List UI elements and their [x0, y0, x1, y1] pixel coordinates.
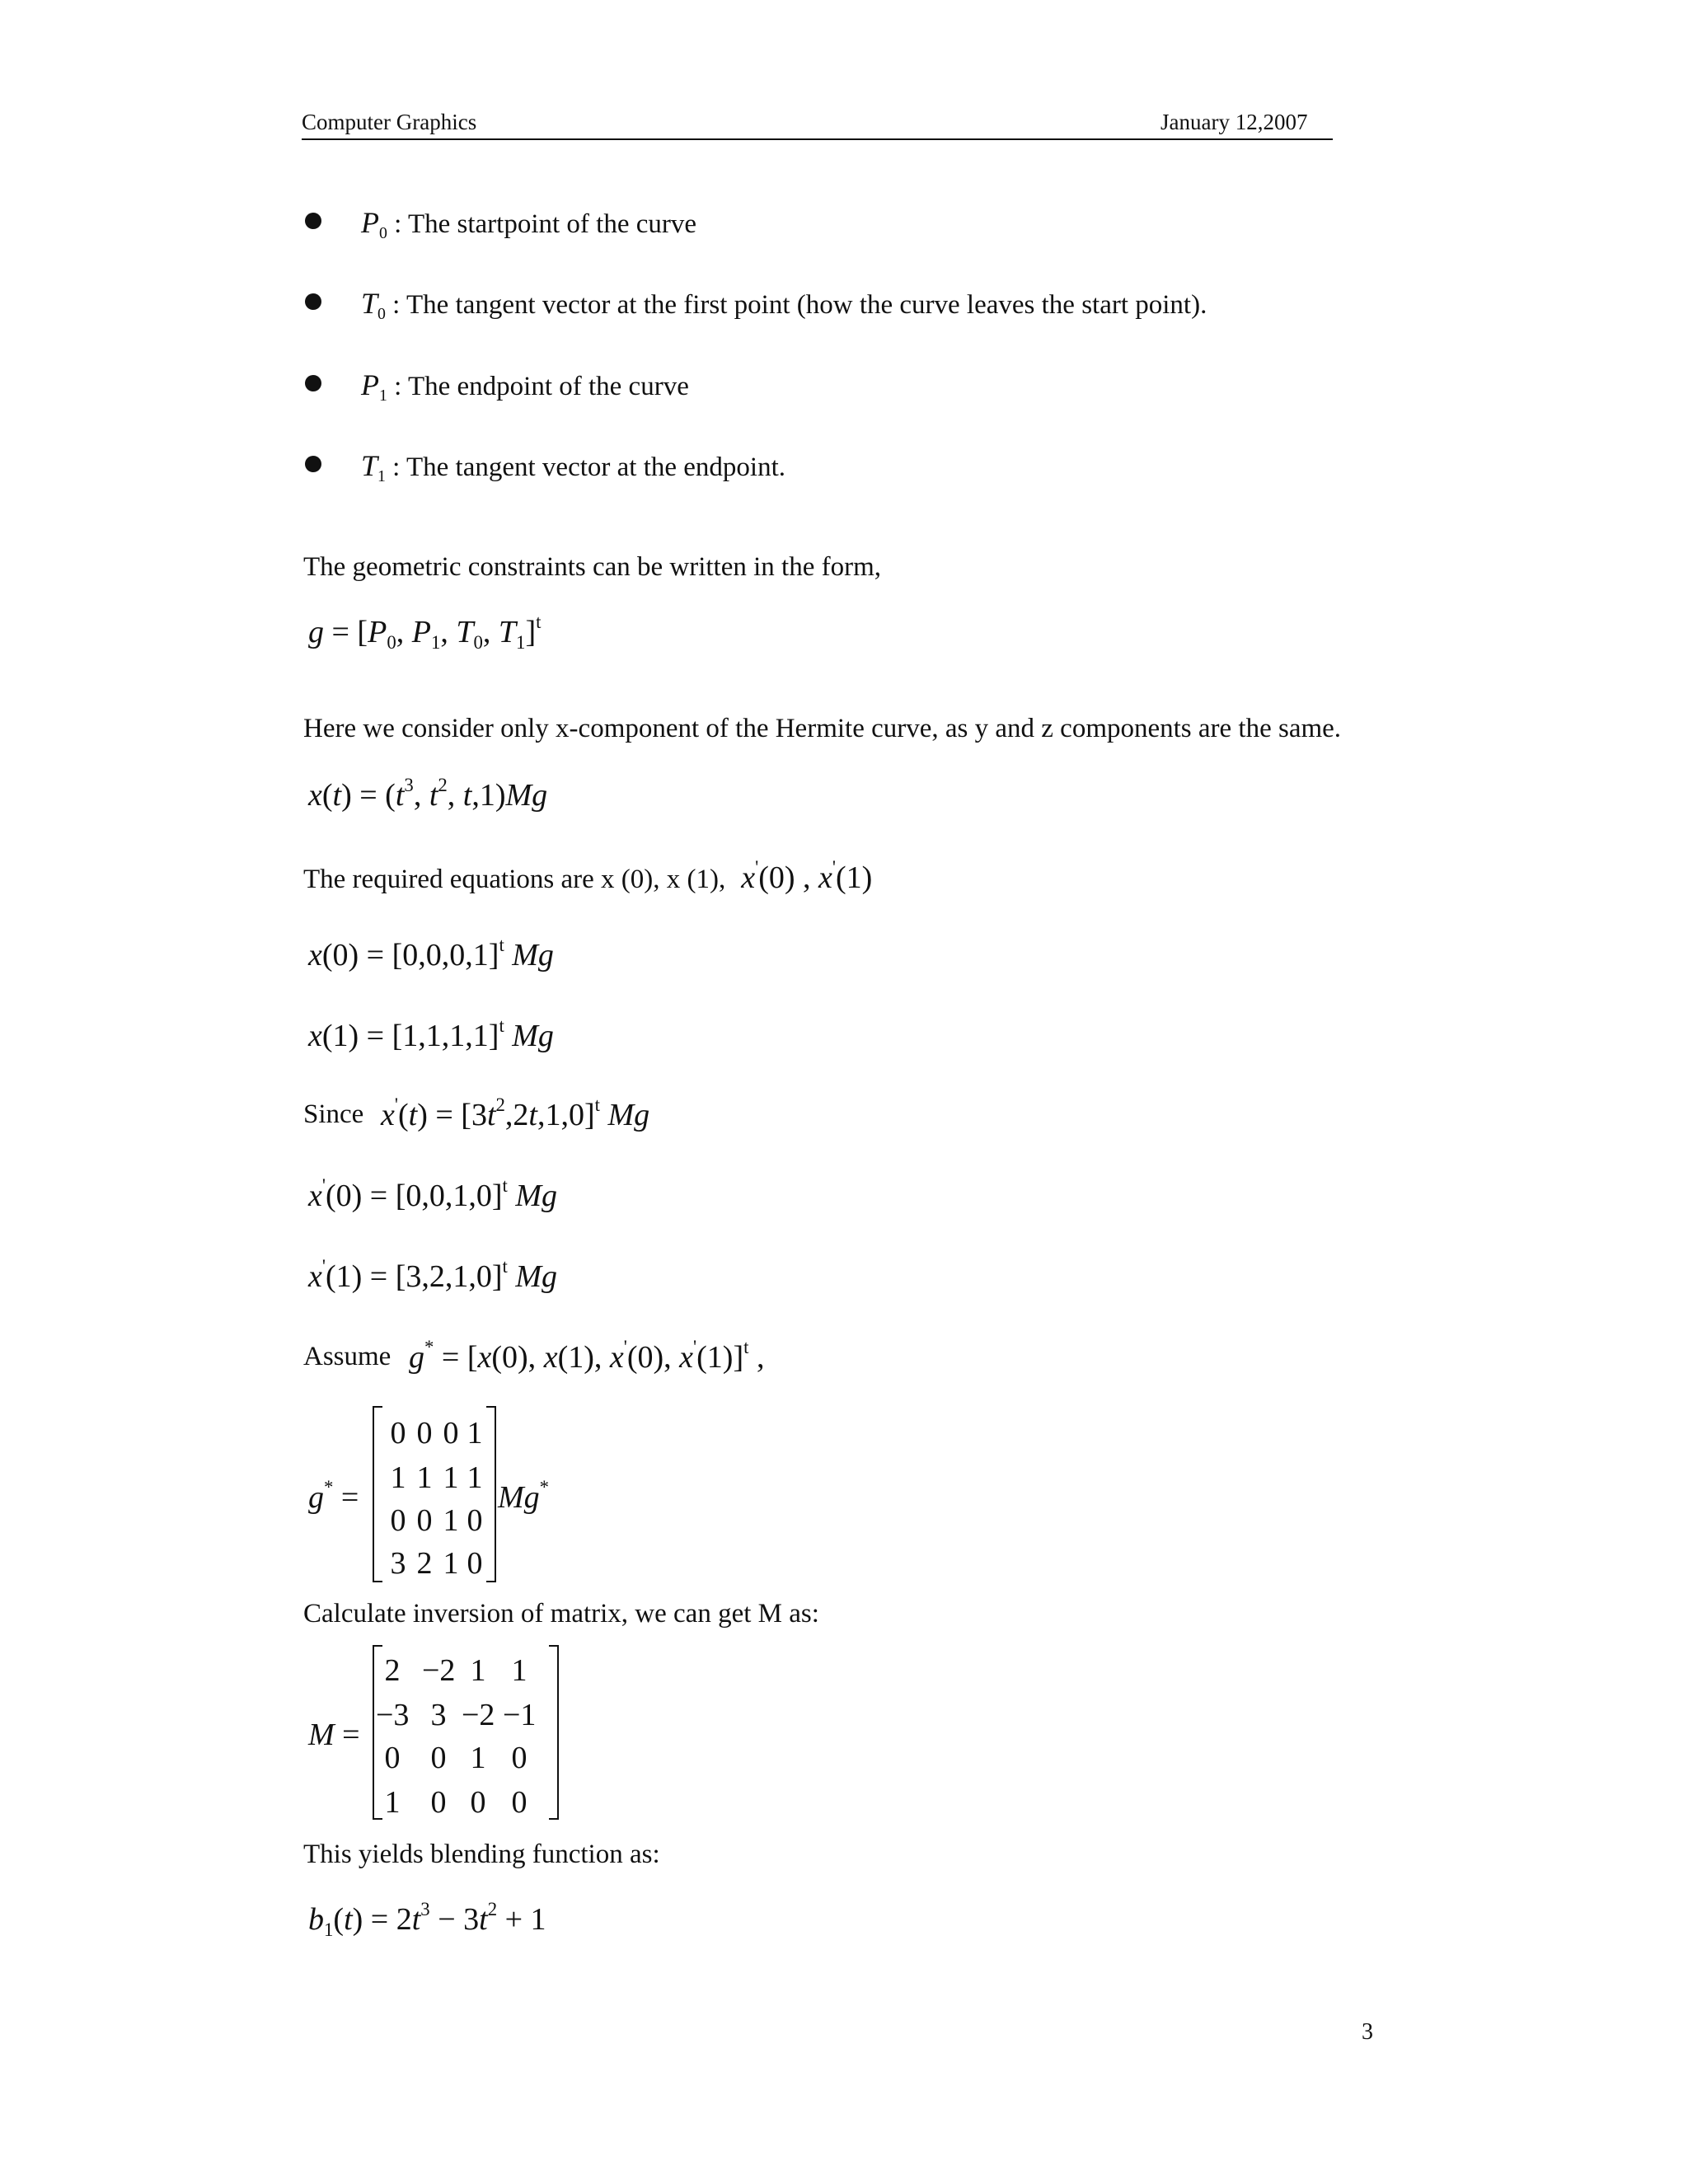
- equation-x0: $x(0) = [0,0,0,1]^t$ Mg: [308, 935, 554, 973]
- matrix-cell: 1: [470, 1653, 486, 1688]
- matrix-cell: 0: [467, 1503, 483, 1538]
- bullet-dot: [305, 456, 321, 472]
- matrix-cell: 0: [430, 1741, 447, 1775]
- matrix-cell: 0: [384, 1741, 401, 1775]
- matrix-cell: 1: [470, 1741, 486, 1775]
- bullet-dot: [305, 375, 321, 391]
- equation-gstar: g* = [x(0), x(1), x'(0), x'(1)]$^t$ ,: [409, 1337, 765, 1376]
- matrix-cell: −2: [462, 1698, 495, 1732]
- matrix-cell: 2: [416, 1546, 433, 1581]
- matrix-cell: 1: [443, 1546, 459, 1581]
- list-item: $P_0$ : The startpoint of the curve: [361, 206, 697, 242]
- list-item: $T_1$ : The tangent vector at the endpoint.: [361, 449, 785, 485]
- matrix-cell: 1: [384, 1785, 401, 1820]
- matrix-cell: 1: [443, 1503, 459, 1538]
- matrix-cell: 0: [390, 1503, 406, 1538]
- matrix-cell: 1: [467, 1416, 483, 1451]
- bracket-right: [549, 1645, 559, 1820]
- paragraph: This yields blending function as:: [303, 1840, 660, 1869]
- matrix-cell: 0: [511, 1741, 528, 1775]
- header-rule: [302, 138, 1333, 140]
- bullet-dot: [305, 213, 321, 229]
- matrix-g: [373, 1406, 496, 1582]
- equation-b1: $b_1(t) = 2t^3 - 3t^2 + 1$: [308, 1899, 546, 1941]
- matrix-cell: 2: [384, 1653, 401, 1688]
- equation-gstar-lhs: g* =: [308, 1477, 359, 1516]
- paragraph: The required equations are x (0), x (1), x'(0) , x'(1): [303, 857, 873, 896]
- page-number: 3: [1362, 2019, 1373, 2045]
- matrix-cell: 3: [430, 1698, 447, 1732]
- matrix-cell: 3: [390, 1546, 406, 1581]
- equation-m-lhs: M =: [308, 1718, 360, 1752]
- list-item: $T_0$ : The tangent vector at the first point (how the curve leaves the start point).: [361, 287, 1207, 323]
- equation-xprime-t: $x'(t) = [3t^2,2t,1,0]^t$ Mg: [381, 1094, 650, 1133]
- header-title: Computer Graphics: [302, 110, 477, 134]
- matrix-cell: 0: [511, 1785, 528, 1820]
- matrix-cell: 1: [511, 1653, 528, 1688]
- matrix-cell: 0: [416, 1416, 433, 1451]
- since-label: Since: [303, 1099, 364, 1129]
- matrix-cell: 0: [416, 1503, 433, 1538]
- matrix-cell: −3: [376, 1698, 410, 1732]
- equation-gstar-rhs: Mg*: [498, 1477, 550, 1516]
- paragraph: Calculate inversion of matrix, we can get M as:: [303, 1599, 819, 1629]
- matrix-cell: −2: [422, 1653, 456, 1688]
- equation-x1: $x(1) = [1,1,1,1]^t$ Mg: [308, 1015, 554, 1054]
- matrix-cell: 0: [430, 1785, 447, 1820]
- matrix-cell: −1: [503, 1698, 537, 1732]
- matrix-cell: 1: [390, 1460, 406, 1495]
- assume-label: Assume: [303, 1342, 392, 1371]
- matrix-cell: 0: [470, 1785, 486, 1820]
- list-item: $P_1$ : The endpoint of the curve: [361, 368, 689, 405]
- matrix-cell: 1: [467, 1460, 483, 1495]
- matrix-cell: 0: [443, 1416, 459, 1451]
- matrix-cell: 1: [416, 1460, 433, 1495]
- matrix-cell: 1: [443, 1460, 459, 1495]
- equation-xprime-1: $x'(1) = [3,2,1,0]^t$ Mg: [308, 1256, 558, 1295]
- matrix-cell: 0: [467, 1546, 483, 1581]
- equation-xt: $x(t) = (t^3$, $t^2$, t,1)Mg: [308, 775, 548, 813]
- equation-g: $g = [P_0$, $P_1$, $T_0$, $T_1]^t$: [308, 612, 542, 654]
- matrix-m: [373, 1645, 559, 1820]
- paragraph: The geometric constraints can be written in the form,: [303, 552, 882, 582]
- equation-xprime-0: $x'(0) = [0,0,1,0]^t$ Mg: [308, 1175, 558, 1214]
- bullet-dot: [305, 293, 321, 310]
- matrix-cell: 0: [390, 1416, 406, 1451]
- paragraph: Here we consider only x-component of the Hermite curve, as y and z components are the same.: [303, 714, 1342, 743]
- header-date: January 12,2007: [1160, 110, 1308, 134]
